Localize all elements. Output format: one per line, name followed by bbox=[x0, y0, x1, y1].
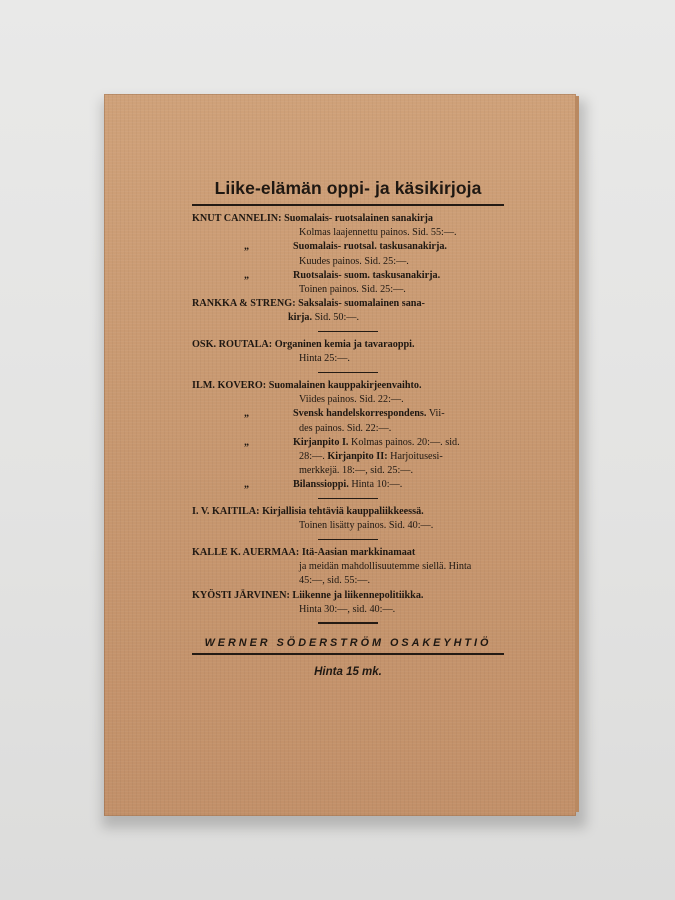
book-page-edge bbox=[575, 96, 579, 812]
entry-jarvinen: KYÖSTI JÄRVINEN: Liikenne ja liikennepolitiikka. Hinta 30:—, sid. 40:—. bbox=[192, 589, 424, 615]
book-price: Hinta 15 mk. bbox=[314, 665, 382, 678]
title-rule bbox=[192, 204, 504, 206]
entry-kovero-3: „ Kirjanpito I. Kolmas painos. 20:—. sid. 28:—. Kirjanpito II: Harjoitusesi- merkkejä. 18:—, sid. 25:—. bbox=[244, 436, 460, 477]
cover-text-block bbox=[192, 178, 504, 678]
entry-kovero-1: ILM. KOVERO: Suomalainen kauppakirjeenvaihto. Viides painos. Sid. 22:—. bbox=[192, 380, 422, 406]
section-rule-2 bbox=[318, 372, 378, 374]
entry-kaitila: I. V. KAITILA: Kirjallisia tehtäviä kauppaliikkeessä. Toinen lisätty painos. Sid. 40:—. bbox=[192, 506, 434, 532]
entry-rankka-streng: RANKKA & STRENG: Saksalais- suomalainen sana- kirja. Sid. 50:—. bbox=[192, 298, 425, 324]
section-rule-5 bbox=[318, 622, 378, 624]
section-rule-1 bbox=[318, 331, 378, 333]
book-back-cover bbox=[104, 94, 576, 816]
entry-auermaa: KALLE K. AUERMAA: Itä-Aasian markkinamaat ja meidän mahdollisuutemme siellä. Hinta 45:—, sid. 55:—. bbox=[192, 547, 472, 587]
publisher-rule bbox=[192, 653, 504, 655]
section-rule-3 bbox=[318, 498, 378, 500]
entry-routala: OSK. ROUTALA: Organinen kemia ja tavaraoppi. Hinta 25:—. bbox=[192, 339, 415, 365]
entry-cannelin-1: KNUT CANNELIN: Suomalais- ruotsalainen sanakirja Kolmas laajennettu painos. Sid. 55:—. bbox=[192, 213, 457, 239]
series-title: Liike-elämän oppi- ja käsikirjoja bbox=[214, 178, 482, 198]
entry-cannelin-2: „ Suomalais- ruotsal. taskusanakirja. Kuudes painos. Sid. 25:—. bbox=[244, 241, 447, 267]
entry-kovero-4: „ Bilanssioppi. Hinta 10:—. bbox=[244, 479, 403, 491]
entry-cannelin-3: „ Ruotsalais- suom. taskusanakirja. Toinen painos. Sid. 25:—. bbox=[244, 269, 441, 296]
entry-kovero-2: „ Svensk handelskorrespondens. Vii- des painos. Sid. 22:—. bbox=[244, 408, 445, 434]
section-rule-4 bbox=[318, 539, 378, 541]
publisher-name: WERNER SÖDERSTRÖM OSAKEYHTIÖ bbox=[204, 636, 492, 649]
